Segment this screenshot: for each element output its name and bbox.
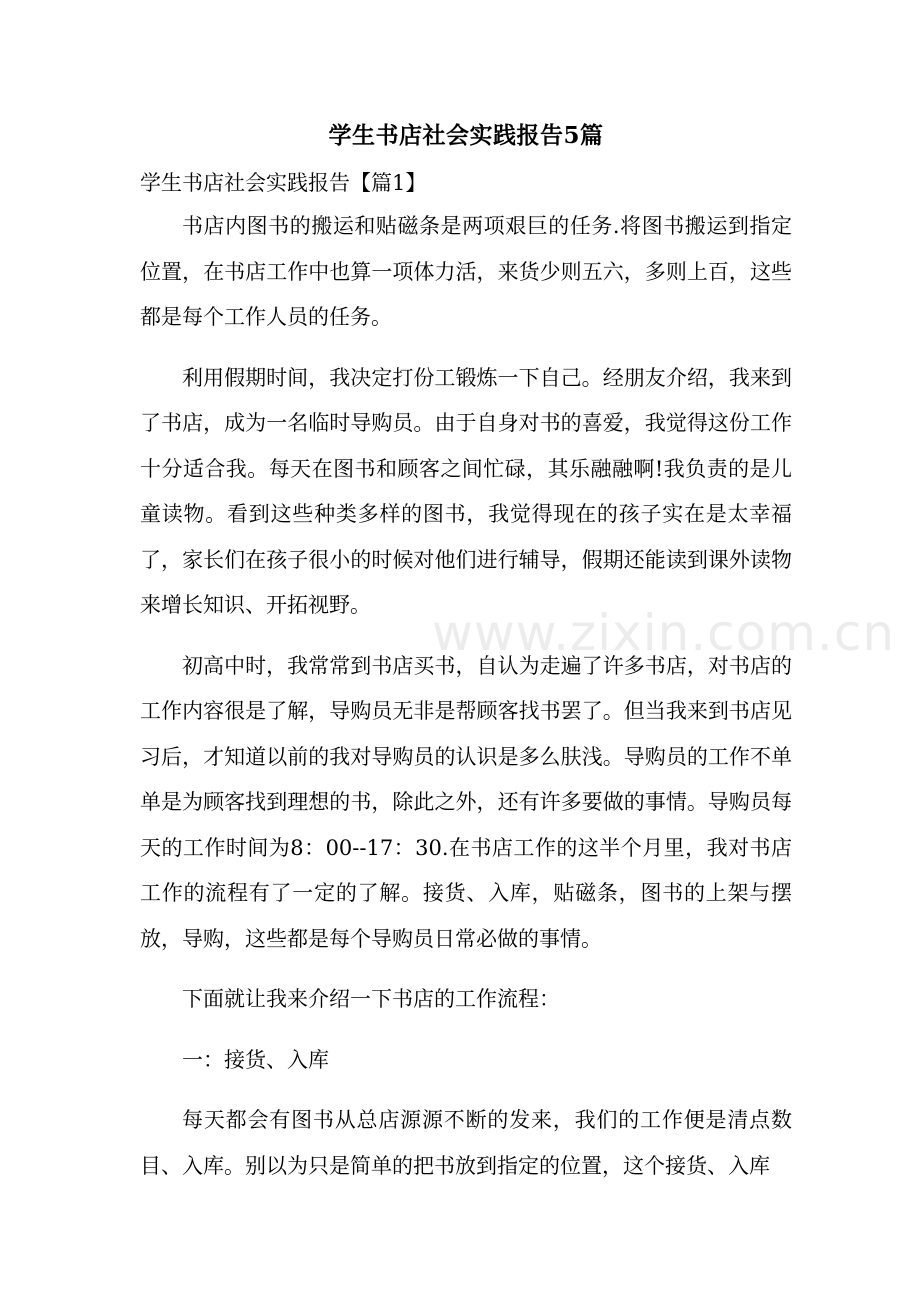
paragraph-6: 每天都会有图书从总店源源不断的发来，我们的工作便是清点数目、入库。别以为只是简单的把书放到指定的位置，这个接货、入库	[140, 1108, 792, 1178]
paragraph-5: 一：接货、入库	[182, 1047, 329, 1072]
paragraph-1: 书店内图书的搬运和贴磁条是两项艰巨的任务.将图书搬运到指定位置，在书店工作中也算一项体力活，来货少则五六，多则上百，这些都是每个工作人员的任务。	[140, 214, 792, 329]
paragraph-4: 下面就让我来介绍一下书店的工作流程：	[182, 987, 560, 1011]
document-body	[140, 114, 792, 1204]
paragraph-3: 初高中时，我常常到书店买书，自认为走遍了许多书店，对书店的工作内容很是了解，导购员无非是帮顾客找书罢了。但当我来到书店见习后，才知道以前的我对导购员的认识是多么肤浅。导购员的工作不单单是为顾客找到理想的书，除此之外，还有许多要做的事情。导购员每天的工作时间为8：00--17：30.在书店工作的这半个月里，我对书店工作的流程有了一定的了解。接货、入库，贴磁条，图书的上架与摆放，导购，这些都是每个导购员日常必做的事情。	[140, 653, 792, 951]
document-title: 学生书店社会实践报告5篇	[328, 122, 604, 149]
paragraph-2: 利用假期时间，我决定打份工锻炼一下自己。经朋友介绍，我来到了书店，成为一名临时导购员。由于自身对书的喜爱，我觉得这份工作十分适合我。每天在图书和顾客之间忙碌，其乐融融啊!我负责的是儿童读物。看到这些种类多样的图书，我觉得现在的孩子实在是太幸福了，家长们在孩子很小的时候对他们进行辅导，假期还能读到课外读物来增长知识、开拓视野。	[140, 365, 792, 617]
section-heading: 学生书店社会实践报告【篇1】	[140, 171, 427, 195]
watermark: www.zixin.com.cn	[432, 604, 896, 662]
